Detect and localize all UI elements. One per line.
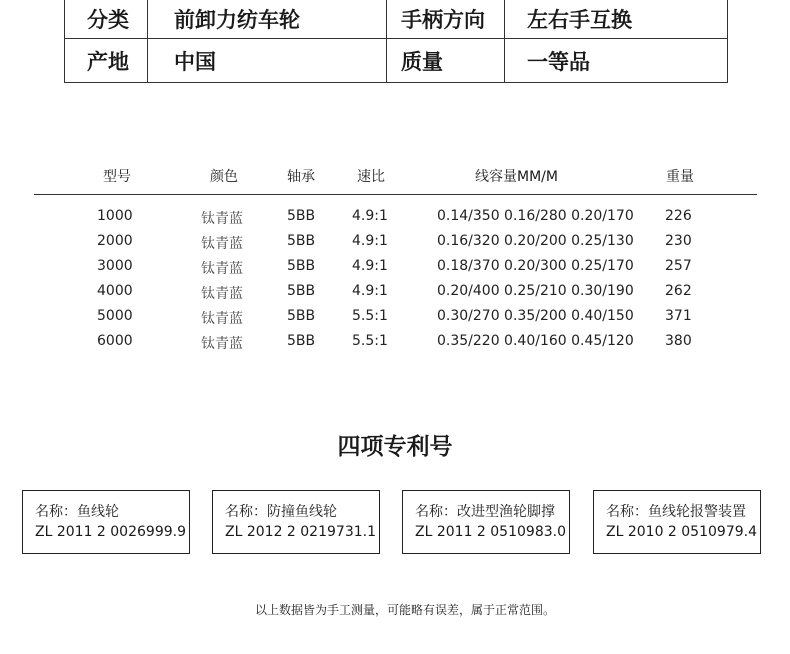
attribute-label: 质量 bbox=[387, 39, 505, 82]
header-divider bbox=[34, 194, 757, 195]
cell-line-capacity: 0.14/350 0.16/280 0.20/170 bbox=[437, 208, 634, 224]
cell-color: 钛青蓝 bbox=[201, 261, 243, 277]
patent-name: 名称：鱼线轮 bbox=[35, 504, 119, 520]
patent-name: 名称：防撞鱼线轮 bbox=[225, 504, 337, 520]
cell-ratio: 4.9:1 bbox=[352, 283, 388, 299]
header-weight: 重量 bbox=[666, 169, 694, 185]
attribute-table bbox=[64, 0, 728, 83]
patent-number: ZL 2012 2 0219731.1 bbox=[225, 524, 376, 540]
cell-ratio: 4.9:1 bbox=[352, 233, 388, 249]
attribute-row bbox=[65, 0, 727, 39]
cell-model: 2000 bbox=[97, 233, 133, 249]
patent-name: 名称：鱼线轮报警装置 bbox=[606, 504, 746, 520]
header-line-capacity: 线容量MM/M bbox=[475, 169, 558, 185]
table-row bbox=[0, 308, 790, 330]
cell-weight: 226 bbox=[665, 208, 692, 224]
attribute-value: 一等品 bbox=[527, 49, 590, 74]
attribute-label: 产地 bbox=[65, 39, 148, 82]
table-row bbox=[0, 233, 790, 255]
cell-color: 钛青蓝 bbox=[201, 236, 243, 252]
cell-ratio: 4.9:1 bbox=[352, 208, 388, 224]
patent-number: ZL 2010 2 0510979.4 bbox=[606, 524, 757, 540]
patent-section-title: 四项专利号 bbox=[337, 434, 453, 460]
cell-ratio: 5.5:1 bbox=[352, 308, 388, 324]
patent-number: ZL 2011 2 0026999.9 bbox=[35, 524, 186, 540]
cell-bearing: 5BB bbox=[287, 258, 316, 274]
table-row bbox=[0, 333, 790, 355]
attribute-label: 分类 bbox=[65, 0, 148, 38]
cell-bearing: 5BB bbox=[287, 333, 316, 349]
attribute-row bbox=[65, 39, 727, 82]
cell-weight: 262 bbox=[665, 283, 692, 299]
cell-color: 钛青蓝 bbox=[201, 286, 243, 302]
cell-model: 4000 bbox=[97, 283, 133, 299]
patent-number: ZL 2011 2 0510983.0 bbox=[415, 524, 566, 540]
table-row bbox=[0, 283, 790, 305]
patent-name: 名称：改进型渔轮脚撑 bbox=[415, 504, 555, 520]
cell-ratio: 5.5:1 bbox=[352, 333, 388, 349]
cell-bearing: 5BB bbox=[287, 208, 316, 224]
header-model: 型号 bbox=[103, 169, 131, 185]
cell-weight: 371 bbox=[665, 308, 692, 324]
patent-card bbox=[402, 490, 570, 554]
cell-model: 3000 bbox=[97, 258, 133, 274]
footnote: 以上数据皆为手工测量，可能略有误差，属于正常范围。 bbox=[254, 603, 555, 617]
cell-model: 6000 bbox=[97, 333, 133, 349]
table-row bbox=[0, 258, 790, 280]
cell-ratio: 4.9:1 bbox=[352, 258, 388, 274]
cell-line-capacity: 0.30/270 0.35/200 0.40/150 bbox=[437, 308, 634, 324]
header-color: 颜色 bbox=[210, 169, 238, 185]
cell-weight: 380 bbox=[665, 333, 692, 349]
attribute-value: 前卸力纺车轮 bbox=[148, 0, 387, 38]
header-bearing: 轴承 bbox=[287, 169, 315, 185]
spec-table-header bbox=[0, 166, 790, 188]
cell-bearing: 5BB bbox=[287, 233, 316, 249]
attribute-value: 左右手互换 bbox=[527, 8, 632, 32]
table-row bbox=[0, 208, 790, 230]
cell-model: 5000 bbox=[97, 308, 133, 324]
cell-model: 1000 bbox=[97, 208, 133, 224]
cell-color: 钛青蓝 bbox=[201, 311, 243, 327]
cell-weight: 257 bbox=[665, 258, 692, 274]
cell-color: 钛青蓝 bbox=[201, 336, 243, 352]
cell-weight: 230 bbox=[665, 233, 692, 249]
patent-card bbox=[22, 490, 190, 554]
cell-line-capacity: 0.35/220 0.40/160 0.45/120 bbox=[437, 333, 634, 349]
cell-bearing: 5BB bbox=[287, 283, 316, 299]
patent-card bbox=[593, 490, 761, 554]
cell-line-capacity: 0.16/320 0.20/200 0.25/130 bbox=[437, 233, 634, 249]
header-ratio: 速比 bbox=[357, 169, 385, 185]
patent-card bbox=[212, 490, 380, 554]
cell-line-capacity: 0.20/400 0.25/210 0.30/190 bbox=[437, 283, 634, 299]
attribute-label: 手柄方向 bbox=[387, 0, 505, 38]
cell-color: 钛青蓝 bbox=[201, 211, 243, 227]
cell-line-capacity: 0.18/370 0.20/300 0.25/170 bbox=[437, 258, 634, 274]
cell-bearing: 5BB bbox=[287, 308, 316, 324]
attribute-value: 中国 bbox=[148, 39, 387, 82]
